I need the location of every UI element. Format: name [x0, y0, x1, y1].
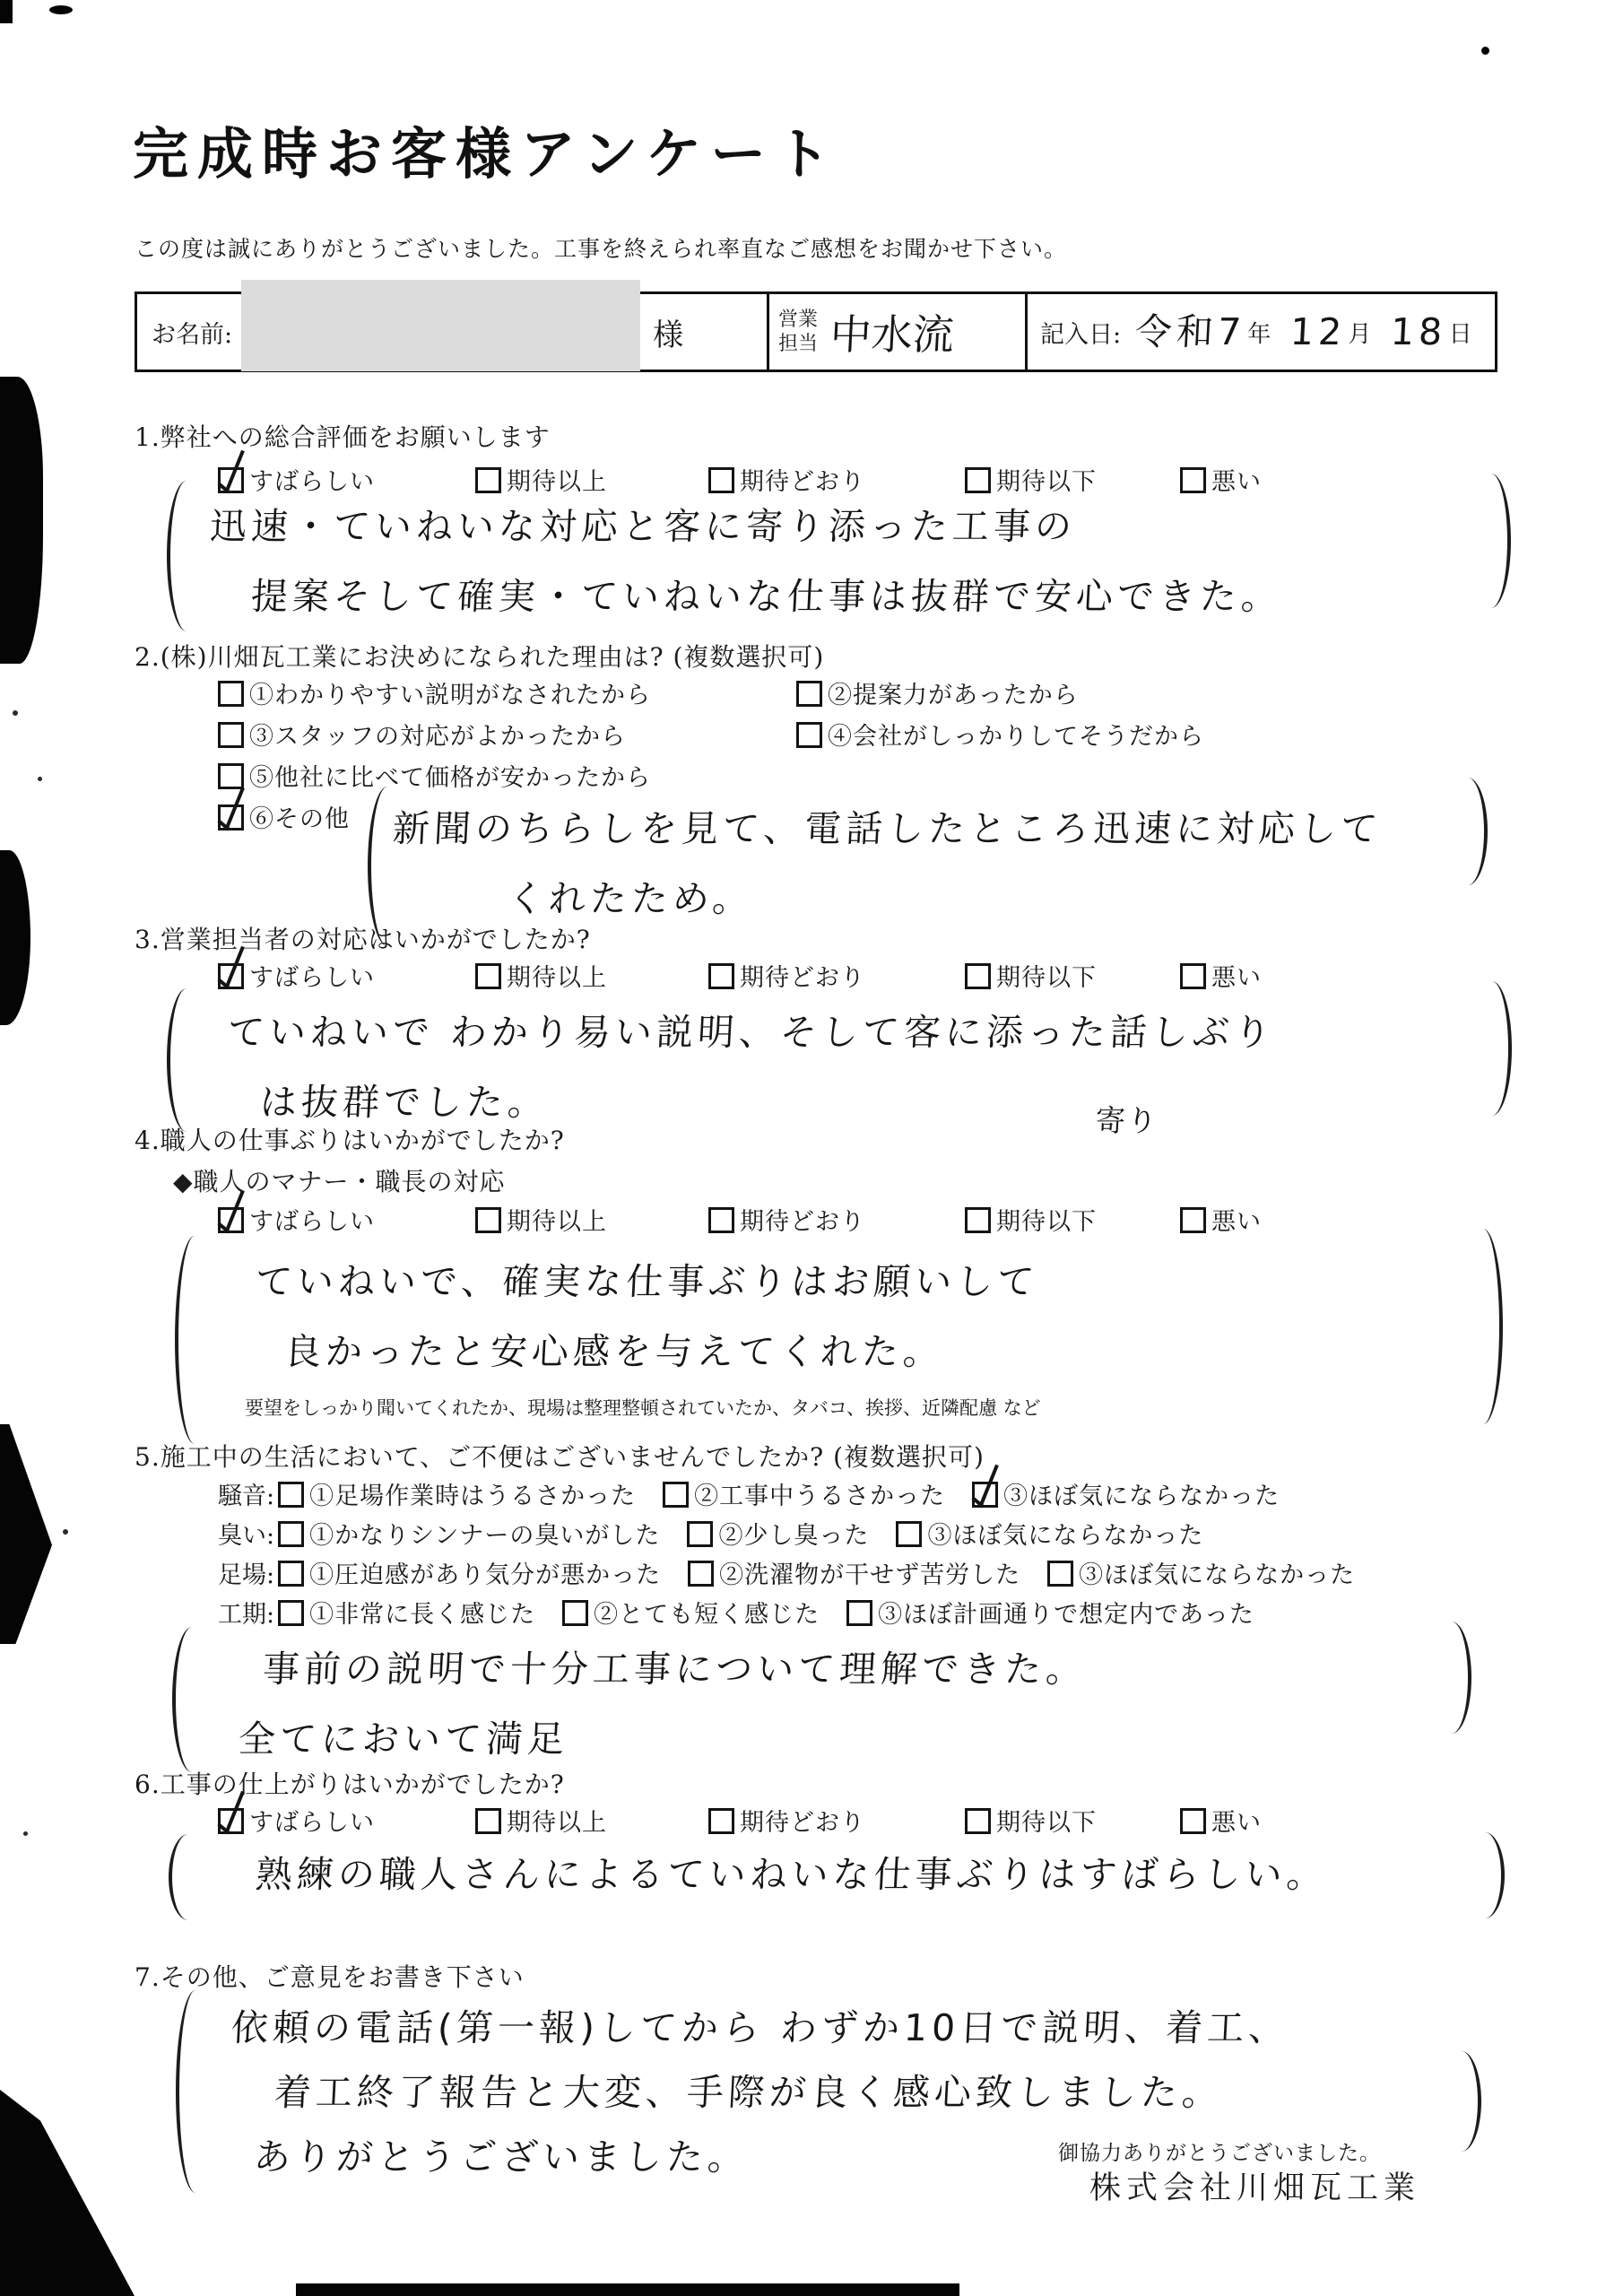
redacted-name-box — [241, 280, 640, 371]
q3-opt1-label: すばらしい — [249, 964, 375, 992]
q3-answer-line: は抜群でした。 — [258, 1081, 551, 1124]
handwritten-close-bracket — [1430, 1622, 1471, 1734]
q1-opt5-checkbox[interactable] — [1180, 467, 1206, 493]
q5-noise-opt2-label: ②工事中うるさかった — [694, 1483, 946, 1510]
q4-answer-line: ていねいで、確実な仕事ぶりはお願いして — [254, 1260, 1040, 1303]
q2-opt4-checkbox[interactable] — [796, 722, 822, 748]
handwritten-open-bracket — [167, 988, 208, 1132]
q6-heading: 6.工事の仕上がりはいかがでしたか? — [135, 1770, 565, 1799]
page-subtitle: この度は誠にありがとうございました。工事を終えられ率直なご感想をお聞かせ下さい。 — [135, 236, 1068, 262]
scan-artifact — [0, 0, 13, 23]
q2-opt3-label: ③スタッフの対応がよかったから — [249, 723, 626, 751]
q3-handwritten-answer — [190, 997, 1499, 1137]
q5-noise-row — [218, 1476, 1306, 1511]
q6-opt1-label: すばらしい — [249, 1809, 375, 1837]
q5-noise-opt1-checkbox[interactable] — [278, 1482, 304, 1508]
q4-opt3-label: 期待どおり — [740, 1208, 865, 1236]
q4-rating-options — [218, 1202, 1262, 1237]
q1-opt4-label: 期待以下 — [996, 468, 1097, 496]
q5-scaffold-opt1-label: ①圧迫感があり気分が悪かった — [309, 1561, 662, 1589]
q3-rating-options — [218, 958, 1262, 993]
scan-artifact — [0, 377, 43, 664]
date-day-unit: 日 — [1448, 320, 1472, 348]
q6-opt2-checkbox[interactable] — [475, 1808, 501, 1834]
q3-opt5-checkbox[interactable] — [1180, 963, 1206, 989]
handwritten-open-bracket — [167, 481, 208, 631]
q5-answer-line: 全てにおいて満足 — [237, 1718, 570, 1761]
q2-heading: 2.(株)川畑瓦工業にお決めになられた理由は? (複数選択可) — [135, 642, 825, 672]
q3-inserted-word: 寄り — [1094, 1103, 1159, 1138]
q2-opt1-checkbox[interactable] — [218, 681, 244, 707]
q5-smell-opt2-label: ②少し臭った — [718, 1522, 870, 1550]
q6-opt3-checkbox[interactable] — [708, 1808, 734, 1834]
q2-opt1-label: ①わかりやすい説明がなされたから — [249, 682, 651, 709]
q4-opt4-label: 期待以下 — [996, 1208, 1097, 1236]
q4-answer-line: 良かったと安心感を与えてくれた。 — [282, 1330, 946, 1373]
q6-opt1-checkbox[interactable] — [218, 1808, 244, 1834]
q5-schedule-opt1-label: ①非常に長く感じた — [309, 1601, 536, 1629]
q3-opt2-checkbox[interactable] — [475, 963, 501, 989]
q6-opt5-label: 悪い — [1211, 1809, 1262, 1837]
handwritten-close-bracket — [1440, 2051, 1481, 2152]
q2-opt6-checkbox[interactable] — [218, 804, 244, 831]
q5-smell-opt1-label: ①かなりシンナーの臭いがした — [309, 1522, 661, 1550]
q2-opt3-checkbox[interactable] — [218, 722, 244, 748]
q2-opt2-checkbox[interactable] — [796, 681, 822, 707]
q4-heading: 4.職人の仕事ぶりはいかがでしたか? — [135, 1126, 565, 1155]
q3-heading: 3.営業担当者の対応はいかがでしたか? — [135, 925, 591, 954]
q1-handwritten-answer — [190, 491, 1495, 631]
date-label: 記入日: — [1040, 320, 1122, 349]
q2-options-row — [218, 675, 1079, 710]
q6-answer-line: 熟練の職人さんによるていねいな仕事ぶりはすばらしい。 — [254, 1853, 1329, 1896]
date-year-unit: 年 — [1247, 320, 1271, 348]
handwritten-close-bracket — [1463, 1832, 1505, 1918]
q5-heading: 5.施工中の生活において、ご不便はございませんでしたか? (複数選択可) — [135, 1442, 985, 1472]
q2-opt2-label: ②提案力があったから — [828, 682, 1079, 709]
scan-speck — [23, 1831, 28, 1836]
q5-noise-opt2-checkbox[interactable] — [663, 1482, 689, 1508]
q1-opt1-checkbox[interactable] — [218, 467, 244, 493]
scan-artifact — [0, 2090, 135, 2296]
q5-noise-opt3-label: ③ほぼ気にならなかった — [1003, 1483, 1280, 1510]
q5-smell-row — [218, 1516, 1230, 1551]
q5-schedule-row — [218, 1595, 1281, 1630]
q5-schedule-opt2-label: ②とても短く感じた — [594, 1601, 820, 1629]
scan-artifact — [0, 850, 30, 1025]
q4-opt1-label: すばらしい — [249, 1208, 375, 1236]
q5-smell-category: 臭い: — [218, 1522, 275, 1550]
q6-opt2-label: 期待以上 — [507, 1809, 607, 1837]
q7-answer-line: ありがとうございました。 — [252, 2135, 751, 2179]
q5-schedule-category: 工期: — [218, 1601, 275, 1629]
scan-artifact — [49, 5, 73, 14]
sales-rep-name-handwritten: 中水流 — [829, 310, 956, 359]
name-suffix: 様 — [653, 317, 684, 353]
q3-opt2-label: 期待以上 — [507, 964, 607, 992]
q5-scaffold-opt3-checkbox[interactable] — [1047, 1561, 1073, 1587]
q5-scaffold-row — [218, 1555, 1382, 1590]
q4-opt5-checkbox[interactable] — [1180, 1207, 1206, 1233]
q4-footnote: 要望をしっかり聞いてくれたか、現場は整理整頓されていたか、タバコ、挨拶、近隣配慮 など — [245, 1397, 1041, 1419]
q5-schedule-opt3-checkbox[interactable] — [846, 1600, 872, 1626]
q6-opt4-checkbox[interactable] — [965, 1808, 991, 1834]
q5-scaffold-category: 足場: — [218, 1561, 275, 1589]
date-month-unit: 月 — [1348, 320, 1372, 348]
q2-opt5-checkbox[interactable] — [218, 763, 244, 789]
q5-noise-opt1-label: ①足場作業時はうるさかった — [309, 1483, 637, 1510]
scan-speck — [13, 710, 18, 716]
date-day-handwritten: 18 — [1390, 310, 1448, 353]
handwritten-close-bracket — [1471, 981, 1512, 1116]
q2-opt6-label: ⑥その他 — [249, 805, 350, 833]
handwritten-open-bracket — [176, 1990, 217, 2193]
q1-opt5-label: 悪い — [1211, 468, 1262, 496]
q5-answer-line: 事前の説明で十分工事について理解できた。 — [261, 1648, 1089, 1691]
date-month-handwritten: 12 — [1289, 310, 1348, 353]
q5-smell-opt3-label: ③ほぼ気にならなかった — [927, 1522, 1204, 1550]
q5-scaffold-opt2-label: ②洗濯物が干せず苦労した — [719, 1561, 1021, 1589]
q1-answer-line: 迅速・ていねいな対応と客に寄り添った工事の — [208, 505, 1078, 548]
header-table — [135, 291, 1497, 372]
q4-opt5-label: 悪い — [1211, 1208, 1262, 1236]
q5-smell-opt3-checkbox[interactable] — [896, 1521, 922, 1547]
q2-options-row — [218, 758, 796, 793]
footer-thanks: 御協力ありがとうございました。 — [1058, 2142, 1381, 2165]
footer-company-name: 株式会社川畑瓦工業 — [1089, 2170, 1421, 2206]
q5-smell-opt2-checkbox[interactable] — [687, 1521, 713, 1547]
name-label: お名前: — [152, 320, 233, 349]
date-year-handwritten: 7 — [1216, 310, 1247, 353]
q1-opt2-checkbox[interactable] — [475, 467, 501, 493]
q5-schedule-opt1-checkbox[interactable] — [278, 1600, 304, 1626]
q3-opt5-label: 悪い — [1211, 964, 1262, 992]
q6-opt3-label: 期待どおり — [740, 1809, 865, 1837]
q2-options-row — [218, 717, 1204, 752]
q1-opt1-label: すばらしい — [249, 468, 375, 496]
q4-opt2-checkbox[interactable] — [475, 1207, 501, 1233]
q5-scaffold-opt2-checkbox[interactable] — [688, 1561, 714, 1587]
sales-rep-label-line2: 担当 — [778, 333, 819, 355]
q1-opt4-checkbox[interactable] — [965, 467, 991, 493]
q6-rating-options — [218, 1803, 1262, 1838]
q3-opt3-label: 期待どおり — [740, 964, 865, 992]
q7-heading: 7.その他、ご意見をお書き下さい — [135, 1962, 525, 1992]
q7-answer-line: 依頼の電話(第一報)してから わずか10日で説明、着工、 — [230, 2006, 1291, 2049]
q3-opt3-checkbox[interactable] — [708, 963, 734, 989]
q4-subheading: ◆職人のマナー・職長の対応 — [173, 1167, 506, 1196]
handwritten-open-bracket — [172, 1627, 213, 1772]
scan-speck — [63, 1529, 68, 1535]
q1-opt3-label: 期待どおり — [740, 468, 865, 496]
q4-opt1-checkbox[interactable] — [218, 1207, 244, 1233]
handwritten-open-bracket — [175, 1236, 216, 1444]
q5-scaffold-opt3-label: ③ほぼ気にならなかった — [1079, 1561, 1356, 1589]
q5-handwritten-answer — [195, 1634, 1491, 1774]
q1-opt3-checkbox[interactable] — [708, 467, 734, 493]
handwritten-open-bracket — [169, 1834, 210, 1920]
sales-rep-cell — [769, 294, 1028, 370]
q4-handwritten-answer — [202, 1247, 1497, 1421]
scan-artifact — [296, 2283, 959, 2296]
page-title: 完成時お客様アンケート — [133, 121, 840, 187]
q4-opt2-label: 期待以上 — [507, 1208, 607, 1236]
q5-noise-opt3-checkbox[interactable] — [972, 1482, 998, 1508]
q1-heading: 1.弊社への総合評価をお願いします — [135, 422, 551, 452]
scan-artifact — [1481, 47, 1489, 55]
q2-opt5-label: ⑤他社に比べて価格が安かったから — [249, 764, 651, 792]
q6-opt5-checkbox[interactable] — [1180, 1808, 1206, 1834]
q7-answer-line: 着工終了報告と大変、手際が良く感心致しました。 — [273, 2071, 1225, 2114]
q3-opt1-checkbox[interactable] — [218, 963, 244, 989]
q2-answer-line: 新聞のちらしを見て、電話したところ迅速に対応して — [391, 807, 1384, 850]
q2-answer-line: くれたため。 — [506, 877, 755, 920]
q2-handwritten-answer — [393, 794, 1482, 934]
q5-noise-category: 騒音: — [218, 1483, 275, 1510]
q3-opt4-checkbox[interactable] — [965, 963, 991, 989]
q6-opt4-label: 期待以下 — [996, 1809, 1097, 1837]
q4-opt3-checkbox[interactable] — [708, 1207, 734, 1233]
handwritten-close-bracket — [1462, 1229, 1503, 1424]
q5-schedule-opt3-label: ③ほぼ計画通りで想定内であった — [878, 1601, 1254, 1629]
handwritten-close-bracket — [1470, 474, 1511, 608]
date-era-handwritten: 令和 — [1133, 310, 1219, 353]
handwritten-close-bracket — [1446, 778, 1488, 885]
sales-rep-label-line1: 営業 — [778, 308, 819, 331]
date-cell — [1028, 294, 1495, 370]
q6-handwritten-answer — [188, 1843, 1497, 1906]
q4-opt4-checkbox[interactable] — [965, 1207, 991, 1233]
q3-opt4-label: 期待以下 — [996, 964, 1097, 992]
sales-rep-label — [778, 308, 818, 357]
scan-speck — [38, 777, 42, 781]
scan-artifact — [0, 1424, 52, 1644]
q5-smell-opt1-checkbox[interactable] — [278, 1521, 304, 1547]
q3-answer-line: ていねいで わかり易い説明、そして客に添った話しぶり — [226, 1011, 1277, 1054]
q1-answer-line: 提案そして確実・ていねいな仕事は抜群で安心できた。 — [249, 575, 1284, 618]
q2-opt4-label: ④会社がしっかりしてそうだから — [828, 723, 1204, 751]
name-cell — [137, 294, 769, 370]
q5-schedule-opt2-checkbox[interactable] — [562, 1600, 588, 1626]
q5-scaffold-opt1-checkbox[interactable] — [278, 1561, 304, 1587]
q1-opt2-label: 期待以上 — [507, 468, 607, 496]
